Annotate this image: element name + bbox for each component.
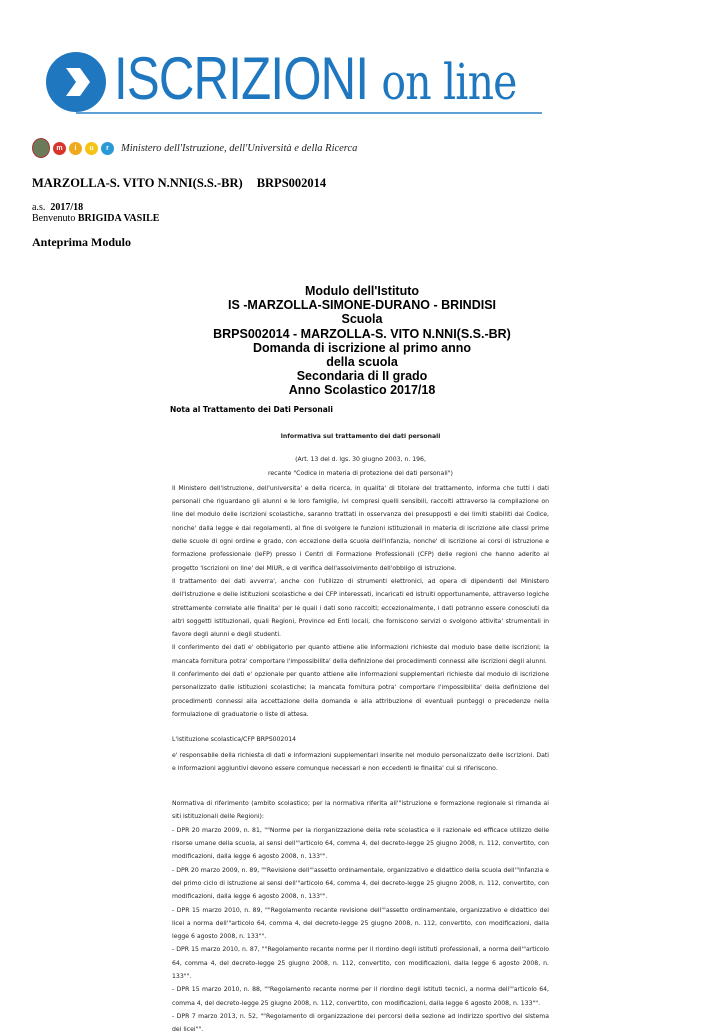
year-label: a.s. xyxy=(32,202,46,213)
legal-reference: (Art. 13 del d. lgs. 30 giugno 2003, n. 196, xyxy=(295,456,426,464)
miur-i-icon: i xyxy=(69,142,82,155)
norm-item: - DPR 20 marzo 2009, n. 81, ""Norme per la riorganizzazione della rete scolastica e il razionale ed efficace utilizzo delle risorse umane della scuola, ai sensi dell'"articolo 64, comma 4, del decreto-legge 25 giugno 2008, n. 112, convertito, con modificazioni, dalla legge 6 agosto 2008, n. 133"". xyxy=(172,826,549,861)
norm-item: Normativa di riferimento (ambito scolastico; per la normativa riferita all'"istruzione e formazione regionale si rimanda ai siti istituzionali delle Regioni): xyxy=(172,800,549,821)
heading-line: Domanda di iscrizione al primo anno xyxy=(252,340,472,355)
logo-underline xyxy=(76,112,542,114)
form-heading xyxy=(0,284,724,398)
heading-line: Anno Scolastico 2017/18 xyxy=(288,383,436,398)
heading-line: IS -MARZOLLA-SIMONE-DURANO - BRINDISI xyxy=(227,298,497,313)
section-title: Anteprima Modulo xyxy=(32,235,131,249)
user-name: BRIGIDA VASILE xyxy=(77,213,160,224)
logo-text: ISCRIZIONI on line xyxy=(114,45,517,112)
norm-item: - DPR 7 marzo 2013, n. 52, ""Regolamento di organizzazione dei percorsi della sezione ad indirizzo sportivo del sistema dei licei"". xyxy=(172,1012,549,1034)
school-code: BRPS002014 xyxy=(256,176,327,190)
norm-item: - DPR 20 marzo 2009, n. 89, ""Revisione dell'"assetto ordinamentale, organizzativo e didattico della scuola dell'"infanzia e del primo ciclo di istruzione ai sensi dell'"articolo 64, comma 4, del decreto-legge 25 giugno 2008, n. 112, convertito, con modificazioni, dalla legge 6 agosto 2008, n. 133"". xyxy=(172,866,549,901)
paragraph: Il conferimento dei dati e' obbligatorio per quanto attiene alle informazioni richieste dal modulo base delle iscrizioni; la mancata fornitura potra' comportare l'impossibilita' della definizione dei procedimenti connessi alle iscrizioni degli alunni. xyxy=(172,644,549,665)
informativa-title: Informativa sul trattamento dei dati personali xyxy=(280,433,441,440)
heading-line: BRPS002014 - MARZOLLA-S. VITO N.NNI(S.S.-BR) xyxy=(213,326,511,341)
school-title xyxy=(32,176,326,191)
miur-u-icon: u xyxy=(85,142,98,155)
institution-line: L'istituzione scolastica/CFP BRPS002014 xyxy=(172,736,297,744)
ministry-header xyxy=(32,138,357,158)
miur-r-icon: r xyxy=(101,142,114,155)
norm-item: - DPR 15 marzo 2010, n. 89, ""Regolamento recante revisione dell'"assetto ordinamentale, organizzativo e didattico dei licei a norma dell'"articolo 64, comma 4, del decreto-legge 25 giugno 2008, n. 112, convertito, con modificazioni, dalla legge 6 agosto 2008, n. 133"". xyxy=(172,906,549,941)
school-name: MARZOLLA-S. VITO N.NNI(S.S.-BR) xyxy=(32,176,243,190)
norm-item: - DPR 15 marzo 2010, n. 87, ""Regolamento recante norme per il riordino degli istituti professionali, a norma dell'"articolo 64, comma 4, del decreto-legge 25 giugno 2008, n. 112, convertito, con modificazioni, dalla legge 6 agosto 2008, n. 133"". xyxy=(172,946,549,980)
heading-line: Secondaria di II grado xyxy=(296,369,428,384)
note-title: Nota al Trattamento dei Dati Personali xyxy=(170,405,333,414)
iscrizioni-online-logo xyxy=(46,45,546,114)
heading-line: Modulo dell'Istituto xyxy=(304,284,420,298)
legal-reference: recante "Codice in materia di protezione dei dati personali") xyxy=(268,469,453,477)
welcome-label: Benvenuto xyxy=(32,213,76,224)
chevron-right-icon xyxy=(46,52,106,112)
heading-line: della scuola xyxy=(326,355,398,370)
privacy-notice xyxy=(172,430,549,1036)
session-info xyxy=(32,202,159,224)
ministry-name: Ministero dell'Istruzione, dell'Università e della Ricerca xyxy=(121,142,358,154)
heading-line: Scuola xyxy=(341,312,383,327)
paragraph: Il conferimento dei dati e' opzionale per quanto attiene alle informazioni supplementari richieste dal modulo di iscrizione personalizzato dalle istituzioni scolastiche; la mancata fornitura potra' comportare l'impossibilita' della definizione dei procedimenti connessi alla accettazione della domanda e alla attribuzione di eventuali punteggi o precedenze nella formulazione di graduatorie o liste di attesa. xyxy=(172,671,549,718)
paragraph: Il Ministero dell'istruzione, dell'universita' e della ricerca, in qualita' di titolare del trattamento, informa che tutti i dati personali che riguardano gli alunni e le loro famiglie, ivi compresi quelli sensibili, raccolti attraverso la compilazione on line del modulo delle iscrizioni scolastiche, saranno trattati in osservanza dei presupposti e dei limiti stabiliti dal Codice, nonche' dalla legge e dai regolamenti, al fine di svolgere le funzioni istituzionali in materia di iscrizione alle classi prime delle scuole di ogni ordine e grado, con eccezione della scuola dell'infanzia, nonche' di iscrizione ai corsi di istruzione e formazione professionale (IeFP) presso i Centri di Formazione Professionali (CFP) delle regioni che hanno aderito al progetto 'Iscrizioni on line' del MIUR, e di verifica dell'assolvimento dell'obbligo di istruzione. xyxy=(172,484,549,572)
school-year: 2017/18 xyxy=(50,202,84,213)
norm-item: - DPR 15 marzo 2010, n. 88, ""Regolamento recante norme per il riordino degli istituti tecnici, a norma dell'"articolo 64, comma 4, del decreto-legge 25 giugno 2008, n. 112, convertito, con modificazioni, dalla legge 6 agosto 2008, n. 133"". xyxy=(172,986,549,1007)
miur-m-icon: m xyxy=(53,142,66,155)
republic-emblem-icon xyxy=(32,138,50,158)
institution-text: e' responsabile della richiesta di dati e informazioni supplementari inserite nel modulo personalizzato delle iscrizioni. Dati e informazioni aggiuntivi devono essere comunque necessari e non eccedenti le finalita' cui si riferiscono. xyxy=(172,751,549,772)
paragraph: Il trattamento dei dati avverra', anche con l'utilizzo di strumenti elettronici, ad opera di dipendenti del Ministero dell'Istruzione e delle istituzioni scolastiche e dei CFP interessati, incaricati ed istruiti opportunamente, attraverso logiche strettamente correlate alle finalita' per le quali i dati sono raccolti; eccezionalmente, i dati potranno essere conosciuti da altri soggetti istituzionali, quali Regioni, Province ed Enti locali, che forniscono servizi o svolgono attivita' strumentali in favore degli alunni e degli studenti. xyxy=(172,577,549,639)
